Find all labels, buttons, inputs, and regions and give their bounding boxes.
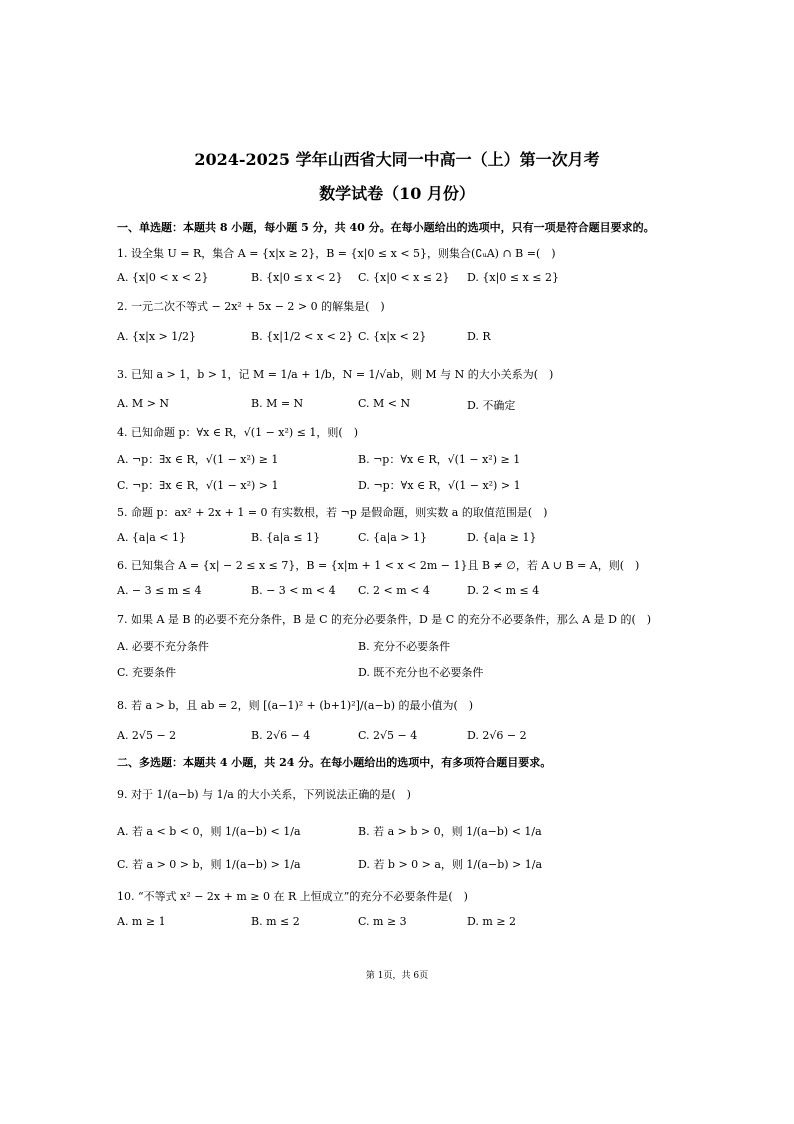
option: D. m ≥ 2: [467, 915, 517, 928]
option: C. 2√5 − 4: [358, 729, 418, 742]
option: B. {x|1/2 < x < 2}: [251, 330, 354, 343]
option: A. m ≥ 1: [117, 915, 166, 928]
option: A. 2√5 − 2: [117, 729, 177, 742]
option: C. {x|0 < x ≤ 2}: [358, 271, 450, 284]
option: B. {a|a ≤ 1}: [251, 531, 321, 544]
question-stem: 1. 设全集 U = R，集合 A = {x|x ≥ 2}，B = {x|0 ≤ x < 5}，则集合(∁ᵤA) ∩ B =( ): [117, 247, 556, 260]
option: C. 2 < m < 4: [358, 584, 430, 597]
question-stem: 9. 对于 1/(a−b) 与 1/a 的大小关系，下列说法正确的是( ): [117, 788, 411, 801]
exam-title: 2024-2025 学年山西省大同一中高一（上）第一次月考: [194, 150, 600, 169]
option: D. 若 b > 0 > a，则 1/(a−b) > 1/a: [358, 858, 543, 871]
option: D. ¬p：∀x ∈ R，√(1 − x²) > 1: [358, 479, 521, 492]
question-stem: 10. “不等式 x² − 2x + m ≥ 0 在 R 上恒成立”的充分不必要条件是( ): [117, 890, 468, 903]
option: A. {x|0 < x < 2}: [117, 271, 209, 284]
option: C. {x|x < 2}: [358, 330, 427, 343]
option: B. 充分不必要条件: [358, 640, 451, 653]
option: D. 2 < m ≤ 4: [467, 584, 540, 597]
exam-subtitle: 数学试卷（10 月份）: [319, 184, 475, 203]
option: C. 若 a > 0 > b，则 1/(a−b) > 1/a: [117, 858, 301, 871]
option: D. 2√6 − 2: [467, 729, 527, 742]
option: B. {x|0 ≤ x < 2}: [251, 271, 343, 284]
option: A. {a|a < 1}: [117, 531, 186, 544]
page-footer: 第 1页，共 6页: [365, 971, 429, 981]
option: A. 若 a < b < 0，则 1/(a−b) < 1/a: [117, 825, 301, 838]
question-stem: 7. 如果 A 是 B 的必要不充分条件，B 是 C 的充分必要条件，D 是 C 的充分不必要条件，那么 A 是 D 的( ): [117, 613, 652, 626]
option: C. m ≥ 3: [358, 915, 407, 928]
option: C. ¬p：∃x ∈ R，√(1 − x²) > 1: [117, 479, 279, 492]
option: B. m ≤ 2: [251, 915, 300, 928]
option: A. M > N: [117, 397, 170, 410]
option: D. {a|a ≥ 1}: [467, 531, 537, 544]
question-stem: 2. 一元二次不等式 − 2x² + 5x − 2 > 0 的解集是( ): [117, 300, 385, 313]
option: A. − 3 ≤ m ≤ 4: [117, 584, 202, 597]
question-stem: 4. 已知命题 p：∀x ∈ R，√(1 − x²) ≤ 1，则( ): [117, 426, 358, 439]
option: D. 既不充分也不必要条件: [358, 666, 484, 679]
option: B. 若 a > b > 0，则 1/(a−b) < 1/a: [358, 825, 542, 838]
section-heading-single: 一、单选题：本题共 8 小题，每小题 5 分，共 40 分。在每小题给出的选项中，只有一项是符合题目要求的。: [117, 221, 655, 234]
option: A. ¬p：∃x ∈ R，√(1 − x²) ≥ 1: [117, 453, 279, 466]
question-stem: 6. 已知集合 A = {x| − 2 ≤ x ≤ 7}，B = {x|m + 1 < x < 2m − 1}且 B ≠ ∅，若 A ∪ B = A，则( ): [117, 559, 640, 572]
option: C. {a|a > 1}: [358, 531, 428, 544]
question-stem: 3. 已知 a > 1，b > 1，记 M = 1/a + 1/b，N = 1/√ab，则 M 与 N 的大小关系为( ): [117, 368, 554, 381]
option: D. R: [467, 330, 491, 343]
question-stem: 5. 命题 p：ax² + 2x + 1 = 0 有实数根，若 ¬p 是假命题，则实数 a 的取值范围是( ): [117, 506, 548, 519]
option: B. − 3 < m < 4: [251, 584, 336, 597]
option: D. 不确定: [467, 399, 516, 412]
question-stem: 8. 若 a > b，且 ab = 2，则 [(a−1)² + (b+1)²]/(a−b) 的最小值为( ): [117, 699, 474, 712]
option: C. M < N: [358, 397, 411, 410]
option: B. M = N: [251, 397, 304, 410]
option: B. ¬p：∀x ∈ R，√(1 − x²) ≥ 1: [358, 453, 521, 466]
option: C. 充要条件: [117, 666, 177, 679]
option: A. {x|x > 1/2}: [117, 330, 196, 343]
option: D. {x|0 ≤ x ≤ 2}: [467, 271, 559, 284]
option: B. 2√6 − 4: [251, 729, 311, 742]
section-heading-multi: 二、多选题：本题共 4 小题，共 24 分。在每小题给出的选项中，有多项符合题目要求。: [117, 756, 552, 769]
option: A. 必要不充分条件: [117, 640, 209, 653]
